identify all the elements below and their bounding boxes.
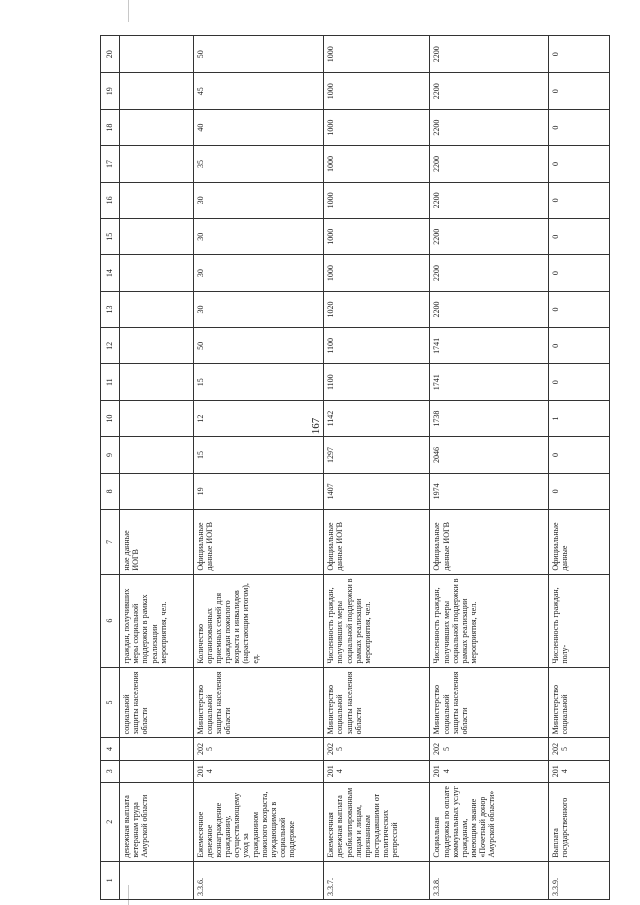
header-cell: 3 xyxy=(101,760,120,782)
row-value: 0 xyxy=(548,146,609,182)
row-value: 30 xyxy=(193,255,324,291)
row-value xyxy=(120,109,194,145)
row-value: 50 xyxy=(193,36,324,74)
header-cell: 9 xyxy=(101,437,120,473)
row-value: 1000 xyxy=(324,109,430,145)
row-value: 30 xyxy=(193,182,324,218)
row-code: 3.3.8. xyxy=(430,861,548,899)
row-value: 2200 xyxy=(430,255,548,291)
row-source: Официальные данные xyxy=(548,510,609,575)
row-value: 1000 xyxy=(324,182,430,218)
row-value xyxy=(120,437,194,473)
row-value: 1741 xyxy=(430,328,548,364)
row-value: 1000 xyxy=(324,219,430,255)
header-cell: 17 xyxy=(101,146,120,182)
row-end-year: 2025 xyxy=(430,738,548,760)
rotated-table-wrapper xyxy=(100,35,610,900)
row-start-year: 2014 xyxy=(548,760,609,782)
row-value: 1974 xyxy=(430,473,548,509)
row-executor: Министерство социальной защиты населения области xyxy=(430,667,548,738)
row-value: 0 xyxy=(548,219,609,255)
header-cell: 12 xyxy=(101,328,120,364)
row-executor: Министерство социальной защиты населения области xyxy=(193,667,324,738)
row-executor: социальной защиты населения области xyxy=(120,667,194,738)
header-cell: 11 xyxy=(101,364,120,400)
row-start-year xyxy=(120,760,194,782)
page-number: 167 xyxy=(310,417,322,435)
row-end-year: 2025 xyxy=(548,738,609,760)
row-name: Ежемесячная денежная выплата реабилитированным лицам и лицам, признанным пострадавшими от политических репрессий xyxy=(324,782,430,861)
row-value: 2200 xyxy=(430,146,548,182)
row-value: 30 xyxy=(193,219,324,255)
row-value: 1000 xyxy=(324,255,430,291)
row-value xyxy=(120,328,194,364)
row-value: 19 xyxy=(193,473,324,509)
row-value: 12 xyxy=(193,400,324,436)
row-code: 3.3.9. xyxy=(548,861,609,899)
row-value: 2200 xyxy=(430,36,548,74)
table-row xyxy=(120,36,194,900)
row-value: 0 xyxy=(548,328,609,364)
header-cell: 8 xyxy=(101,473,120,509)
header-cell: 2 xyxy=(101,782,120,861)
row-value xyxy=(120,400,194,436)
row-value: 30 xyxy=(193,291,324,327)
row-start-year: 2014 xyxy=(324,760,430,782)
indicators-table xyxy=(100,35,610,900)
table-row xyxy=(193,36,324,900)
header-cell: 1 xyxy=(101,861,120,899)
row-value: 1297 xyxy=(324,437,430,473)
row-source: Официальные данные ИОГВ xyxy=(430,510,548,575)
row-value: 1738 xyxy=(430,400,548,436)
row-value: 0 xyxy=(548,364,609,400)
row-value: 1020 xyxy=(324,291,430,327)
row-value: 45 xyxy=(193,73,324,109)
row-value: 1000 xyxy=(324,73,430,109)
row-value xyxy=(120,146,194,182)
row-value: 15 xyxy=(193,364,324,400)
row-code xyxy=(120,861,194,899)
row-value: 40 xyxy=(193,109,324,145)
row-value: 0 xyxy=(548,291,609,327)
row-value xyxy=(120,36,194,74)
row-value: 0 xyxy=(548,437,609,473)
header-row xyxy=(101,36,120,900)
row-start-year: 2014 xyxy=(430,760,548,782)
row-source: Официальные данные ИОГВ xyxy=(193,510,324,575)
header-cell: 6 xyxy=(101,574,120,667)
row-end-year: 2025 xyxy=(193,738,324,760)
row-code: 3.3.6. xyxy=(193,861,324,899)
row-value: 1 xyxy=(548,400,609,436)
row-value xyxy=(120,364,194,400)
row-indicator: Численность граждан, получивших меры социальной поддержки в рамках реализации мероприятия, чел. xyxy=(430,574,548,667)
table-row xyxy=(548,36,609,900)
row-value: 2200 xyxy=(430,182,548,218)
row-value xyxy=(120,182,194,218)
row-value: 2200 xyxy=(430,219,548,255)
row-value: 2200 xyxy=(430,109,548,145)
table-row xyxy=(324,36,430,900)
row-indicator: Численность граждан, полу- xyxy=(548,574,609,667)
row-start-year: 2014 xyxy=(193,760,324,782)
crop-mark-top xyxy=(128,0,129,22)
row-name: Ежемесячное денежное вознаграждение гражданину, осуществляющему уход за гражданином пожилого возраста, нуждающимся в социальной поддержке xyxy=(193,782,324,861)
header-cell: 18 xyxy=(101,109,120,145)
row-value: 1741 xyxy=(430,364,548,400)
row-value: 1000 xyxy=(324,146,430,182)
row-value: 1100 xyxy=(324,328,430,364)
table-row xyxy=(430,36,548,900)
header-cell: 20 xyxy=(101,36,120,74)
row-name: Выплата государственного xyxy=(548,782,609,861)
row-value: 0 xyxy=(548,73,609,109)
row-source: ные данные ИОГВ xyxy=(120,510,194,575)
row-value: 0 xyxy=(548,473,609,509)
row-value: 1407 xyxy=(324,473,430,509)
row-end-year xyxy=(120,738,194,760)
header-cell: 15 xyxy=(101,219,120,255)
row-value: 2046 xyxy=(430,437,548,473)
header-cell: 5 xyxy=(101,667,120,738)
row-value xyxy=(120,73,194,109)
header-cell: 10 xyxy=(101,400,120,436)
row-value: 15 xyxy=(193,437,324,473)
header-cell: 7 xyxy=(101,510,120,575)
row-value: 0 xyxy=(548,109,609,145)
row-value xyxy=(120,473,194,509)
row-value: 1142 xyxy=(324,400,430,436)
row-value: 0 xyxy=(548,36,609,74)
row-end-year: 2025 xyxy=(324,738,430,760)
row-source: Официальные данные ИОГВ xyxy=(324,510,430,575)
row-executor: Министерство социальной xyxy=(548,667,609,738)
row-code: 3.3.7. xyxy=(324,861,430,899)
row-value: 2200 xyxy=(430,291,548,327)
row-value: 35 xyxy=(193,146,324,182)
row-indicator: Численность граждан, получивших меры социальной поддержки в рамках реализации мероприятия, чел. xyxy=(324,574,430,667)
row-value xyxy=(120,219,194,255)
header-cell: 14 xyxy=(101,255,120,291)
row-value: 0 xyxy=(548,182,609,218)
row-value: 1000 xyxy=(324,36,430,74)
row-executor: Министерство социальной защиты населения области xyxy=(324,667,430,738)
row-value xyxy=(120,291,194,327)
header-cell: 4 xyxy=(101,738,120,760)
row-value xyxy=(120,255,194,291)
row-value: 1100 xyxy=(324,364,430,400)
header-cell: 13 xyxy=(101,291,120,327)
row-value: 50 xyxy=(193,328,324,364)
row-value: 0 xyxy=(548,255,609,291)
row-name: Социальная поддержка по оплате коммунальных услуг гражданам, имеющим звание «Почетный донор Амурской области» xyxy=(430,782,548,861)
header-cell: 16 xyxy=(101,182,120,218)
row-indicator: Количество организованных приемных семей для граждан пожилого возраста и инвалидов (нарастающим итогом), ед. xyxy=(193,574,324,667)
row-indicator: граждан, получивших меры социальной поддержки в рамках реализации мероприятия, чел. xyxy=(120,574,194,667)
header-cell: 19 xyxy=(101,73,120,109)
row-name: денежная выплата ветеранам труда Амурской области xyxy=(120,782,194,861)
row-value: 2200 xyxy=(430,73,548,109)
